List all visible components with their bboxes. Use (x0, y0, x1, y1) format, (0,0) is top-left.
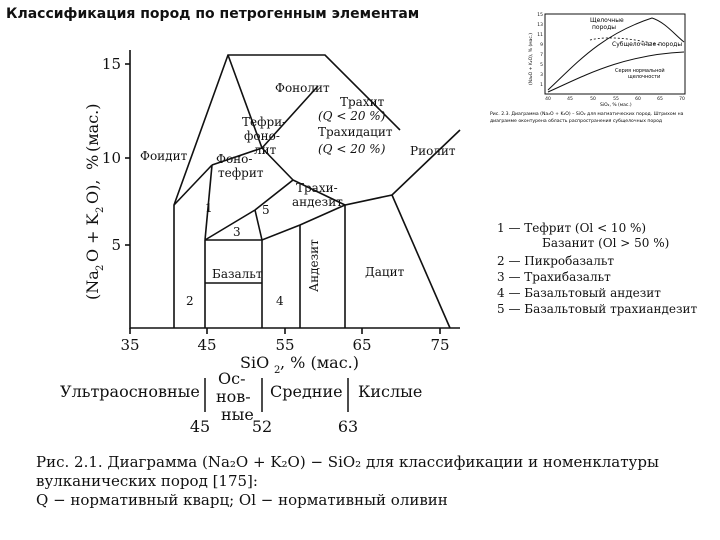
svg-text:60: 60 (635, 97, 641, 102)
legend-1: 1 — Тефрит (Ol < 10 %) (497, 221, 647, 235)
svg-text:15: 15 (537, 13, 543, 18)
x-tick-55: 55 (275, 336, 295, 354)
svg-text:50: 50 (590, 97, 596, 102)
series-osn-1: Ос- (218, 369, 246, 388)
inset-y-label: (Na₂O + K₂O), % (мас.) (529, 32, 534, 85)
y-label-part-2: O (83, 248, 102, 262)
legend-4: 4 — Базальтовый андезит (497, 286, 661, 300)
inset-label-shch-2: породы (592, 24, 616, 31)
svg-text:5: 5 (540, 63, 543, 68)
legend-2: 2 — Пикробазальт (497, 254, 615, 268)
y-label-part-5: % (83, 154, 102, 170)
figure-caption (36, 453, 659, 509)
series-osn-2: нов- (216, 387, 251, 406)
svg-text:70: 70 (679, 97, 685, 102)
caption-line-3: Q − нормативный кварц; Ol − нормативный оливин (36, 491, 448, 509)
field-n4: 4 (276, 294, 284, 308)
svg-text:, % (мас.): , % (мас.) (280, 353, 359, 372)
field-fonolit: Фонолит (275, 81, 330, 95)
field-trakhidacit-q: (Q < 20 %) (318, 142, 386, 156)
inset-x-label: SiO₂, % (мас.) (600, 103, 632, 108)
series-row (60, 369, 422, 436)
field-n2: 2 (186, 294, 194, 308)
svg-text:2: 2 (95, 206, 106, 213)
field-tefrifonolit-3: лит (254, 143, 277, 157)
svg-text:7: 7 (540, 53, 543, 58)
field-tefrifonolit-1: Тефри- (242, 115, 287, 129)
svg-text:2: 2 (95, 264, 106, 271)
x-tick-45: 45 (197, 336, 217, 354)
y-label-part-3: + K (83, 213, 102, 244)
legend-1b: Базанит (Ol > 50 %) (542, 236, 670, 250)
series-ultra: Ультраосновные (60, 382, 200, 401)
svg-text:2: 2 (274, 365, 281, 376)
caption-line-2: вулканических пород [175]: (36, 472, 258, 490)
legend (497, 221, 698, 316)
svg-text:40: 40 (545, 97, 551, 102)
series-b63: 63 (337, 417, 359, 436)
inset-caption-2: диаграмме оконтурена область распространения субщелочных пород (490, 119, 663, 124)
field-dacit: Дацит (365, 265, 405, 279)
field-n1: 1 (205, 201, 213, 215)
svg-text:11: 11 (537, 33, 543, 38)
inset-label-shch-1: Щелочные (590, 17, 624, 24)
svg-text:65: 65 (657, 97, 663, 102)
legend-5: 5 — Базальтовый трахиандезит (497, 302, 698, 316)
field-n5: 5 (262, 203, 270, 217)
field-foidit: Фоидит (140, 149, 188, 163)
caption-line-1: Рис. 2.1. Диаграмма (Na₂O + K₂O) − SiO₂ для классификации и номенклатуры (36, 453, 659, 471)
y-tick-5: 5 (111, 236, 121, 254)
field-bazalt: Базальт (212, 267, 263, 281)
inset-label-subshch: Субщелочные породы (612, 41, 683, 48)
field-trakhiandezit-2: андезит (292, 195, 343, 209)
field-trakhit: Трахит (340, 95, 385, 109)
svg-text:45: 45 (567, 97, 573, 102)
inset-label-norm-2: щелочности (628, 74, 661, 80)
x-tick-35: 35 (120, 336, 140, 354)
inset-label-norm-1: Серия нормальной (615, 68, 665, 74)
x-tick-65: 65 (352, 336, 372, 354)
field-riolit: Риолит (410, 144, 456, 158)
slide-title: Классификация пород по петрогенным элементам (6, 6, 420, 22)
series-b52: 52 (251, 417, 273, 436)
x-axis-label (240, 353, 359, 376)
series-osn-3: ные (221, 405, 254, 424)
x-tick-75: 75 (430, 336, 450, 354)
y-axis-label (83, 103, 106, 300)
svg-text:9: 9 (540, 43, 543, 48)
field-fonotefrit-2: тефрит (218, 166, 264, 180)
field-trakhidacit: Трахидацит (318, 125, 393, 139)
y-label-part-6: (мас.) (83, 103, 102, 152)
y-tick-10: 10 (101, 149, 121, 167)
field-tefrifonolit-2: фоно- (244, 129, 280, 143)
y-label-part-4: O), (83, 179, 102, 204)
inset-chart (490, 12, 685, 124)
field-trakhiandezit-1: Трахи- (296, 181, 338, 195)
field-n3: 3 (233, 225, 241, 239)
field-andezit: Андезит (307, 239, 321, 292)
legend-3: 3 — Трахибазальт (497, 270, 611, 284)
field-fonotefrit-1: Фоно- (216, 152, 253, 166)
y-label-part-1: (Na (83, 270, 102, 300)
svg-text:1: 1 (540, 83, 543, 88)
svg-text:3: 3 (540, 73, 543, 78)
y-tick-15: 15 (101, 55, 121, 73)
field-trakhit-q: (Q < 20 %) (318, 109, 386, 123)
svg-text:55: 55 (613, 97, 619, 102)
svg-text:SiO: SiO (240, 353, 270, 372)
series-b45: 45 (189, 417, 211, 436)
inset-caption-1: Рис. 2.3. Диаграмма (Na₂O + K₂O) – SiO₂ для магматических пород. Штрихом на (490, 112, 684, 117)
series-kisl: Кислые (358, 382, 423, 401)
series-sred: Средние (270, 382, 343, 401)
svg-text:13: 13 (537, 23, 543, 28)
